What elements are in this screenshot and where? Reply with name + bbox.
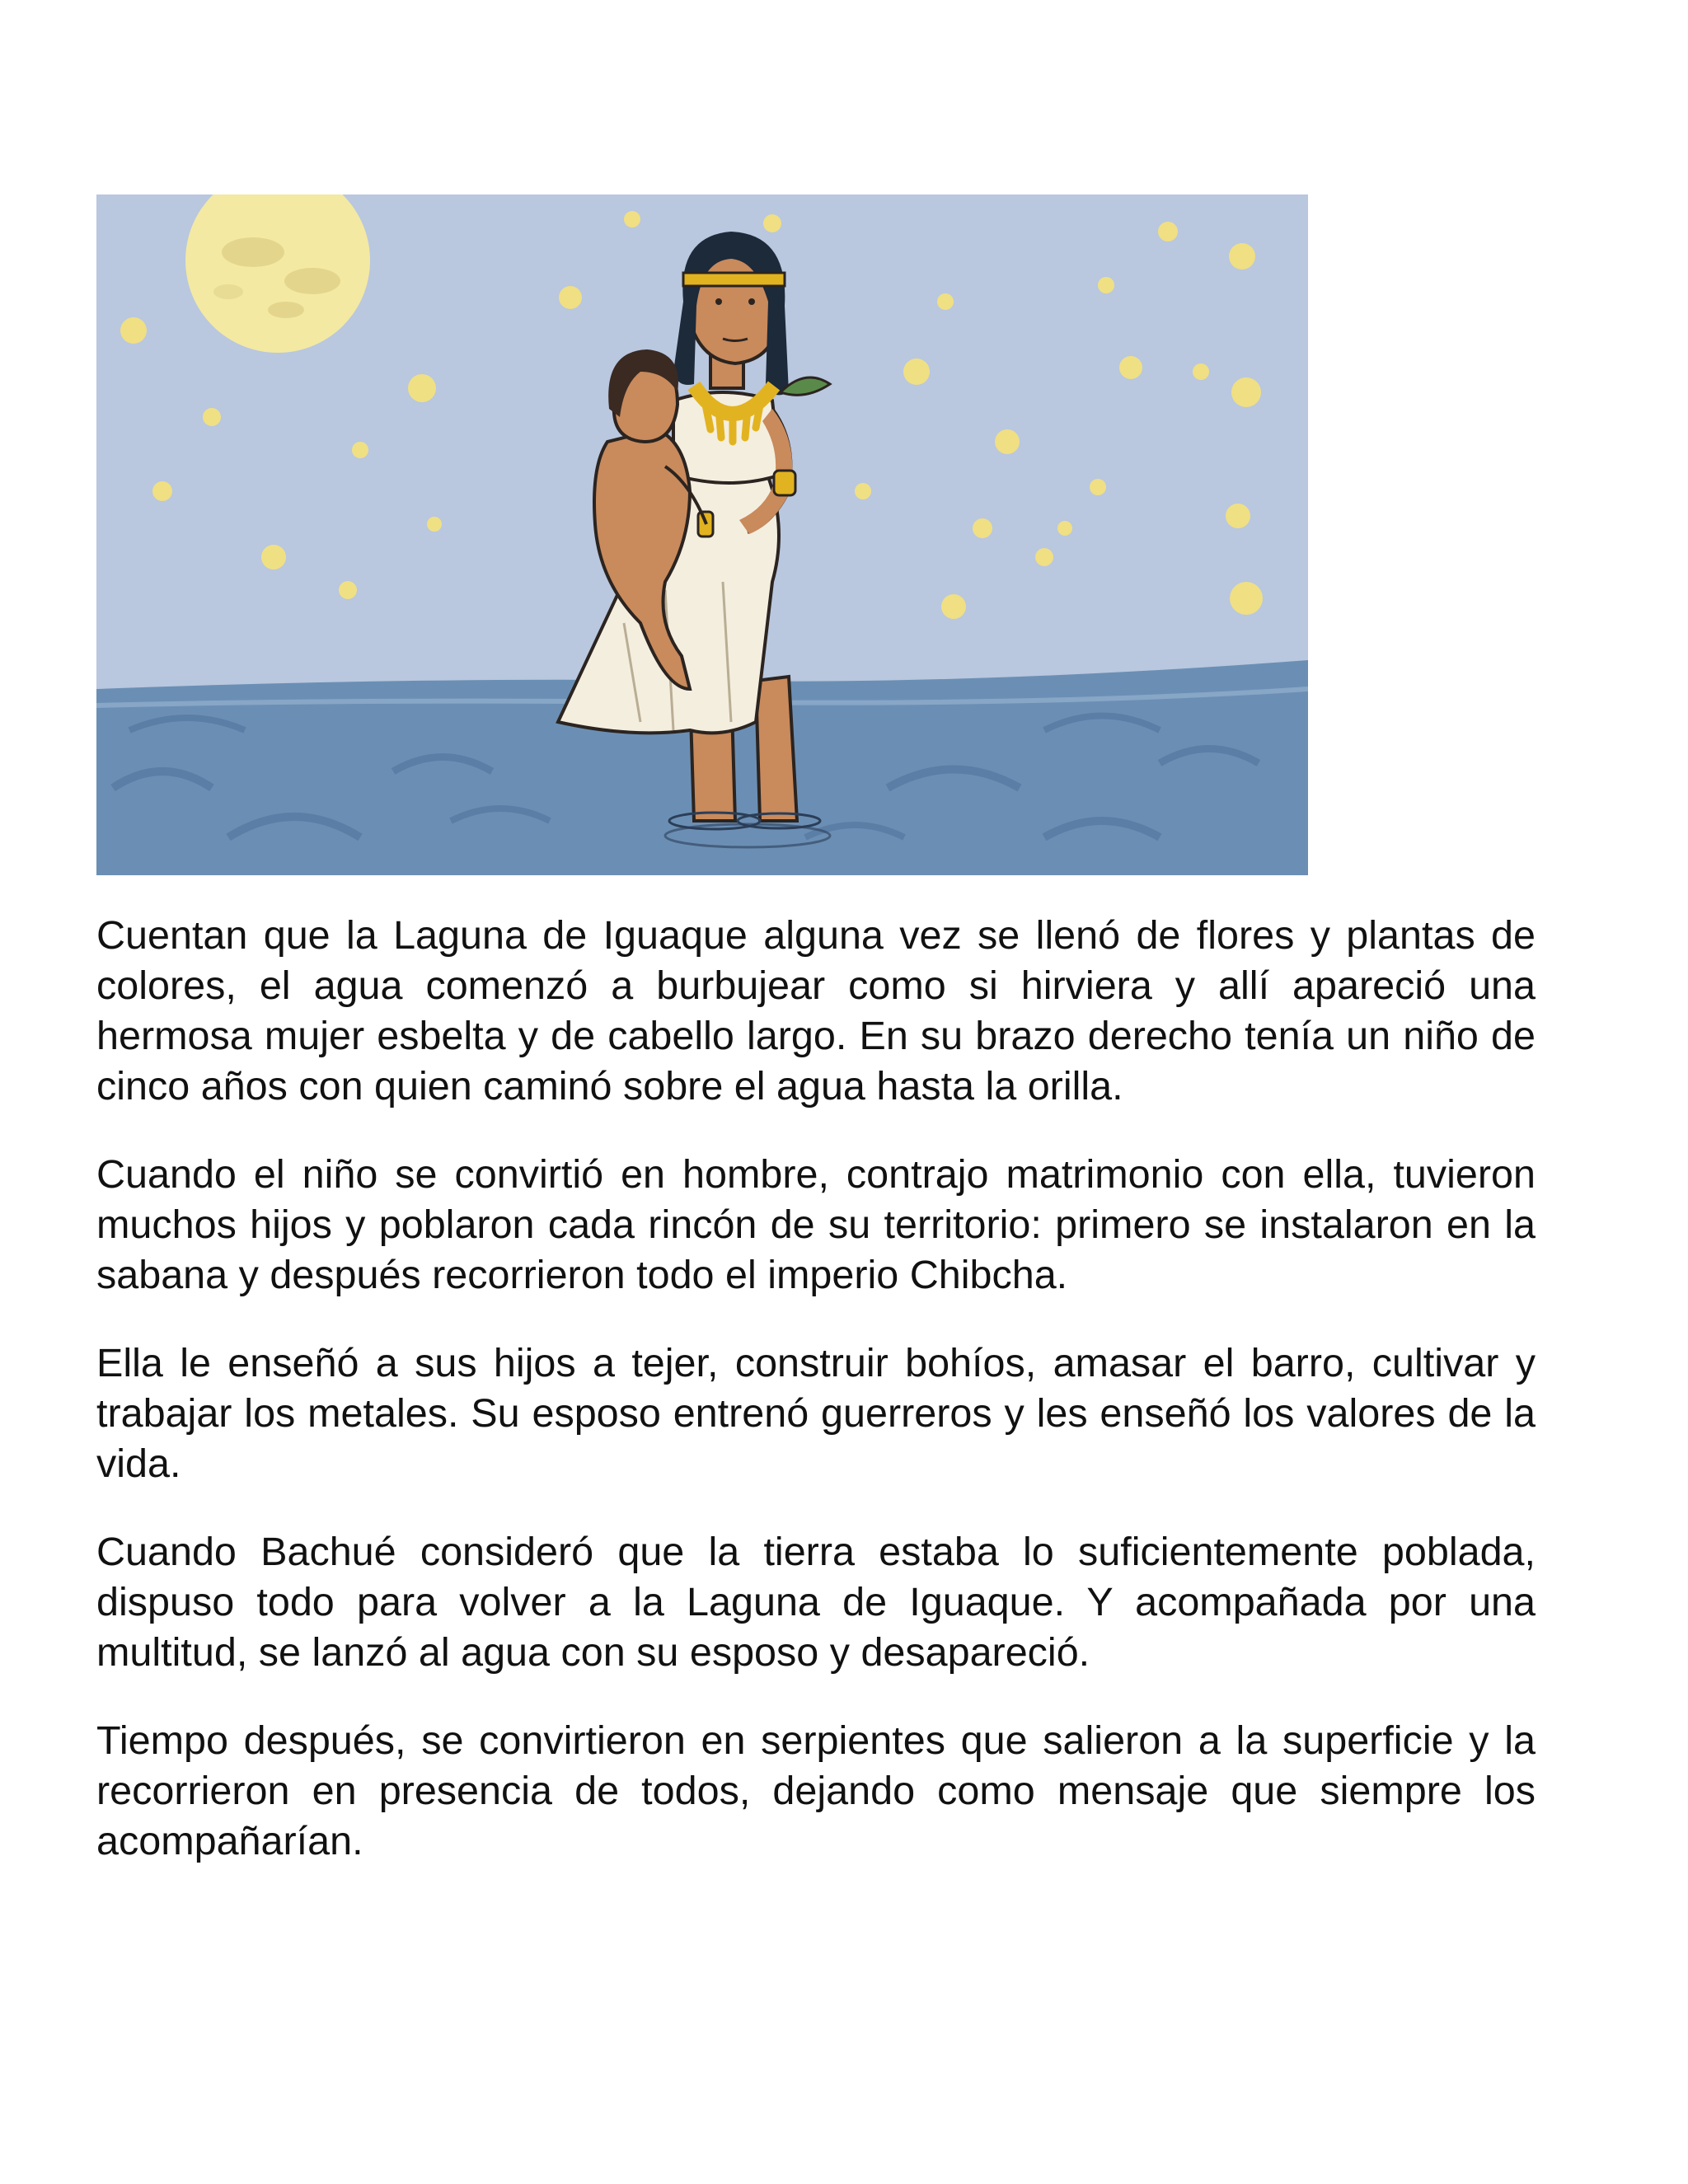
paragraph-2: Cuando el niño se convirtió en hombre, contrajo matrimonio con ella, tuvieron muchos hijos y poblaron cada rincón de su territorio: primero se instalaron en la sabana y después recorrieron todo el imperio Chibcha. [96, 1152, 1536, 1297]
paragraph-1: Cuentan que la Laguna de Iguaque alguna vez se llenó de flores y plantas de colores, el agua comenzó a burbujear como si hirviera y allí apareció una hermosa mujer esbelta y de cabello largo. En su brazo derecho tenía un niño de cinco años con quien caminó sobre el agua hasta la orilla. [96, 913, 1536, 1108]
paragraph-5: Tiempo después, se convirtieron en serpientes que salieron a la superficie y la recorrieron en presencia de todos, dejando como mensaje que siempre los acompañarían. [96, 1718, 1536, 1863]
illustration-svg [96, 194, 1308, 875]
mother-and-child-in-lagoon-illustration [96, 194, 1308, 875]
paragraph-3: Ella le enseñó a sus hijos a tejer, construir bohíos, amasar el barro, cultivar y trabajar los metales. Su esposo entrenó guerreros y les enseñó los valores de la vida. [96, 1341, 1536, 1486]
story-text [96, 911, 1536, 1905]
paragraph-4: Cuando Bachué consideró que la tierra estaba lo suficientemente poblada, dispuso todo para volver a la Laguna de Iguaque. Y acompañada por una multitud, se lanzó al agua con su esposo y desapareció. [96, 1530, 1536, 1675]
